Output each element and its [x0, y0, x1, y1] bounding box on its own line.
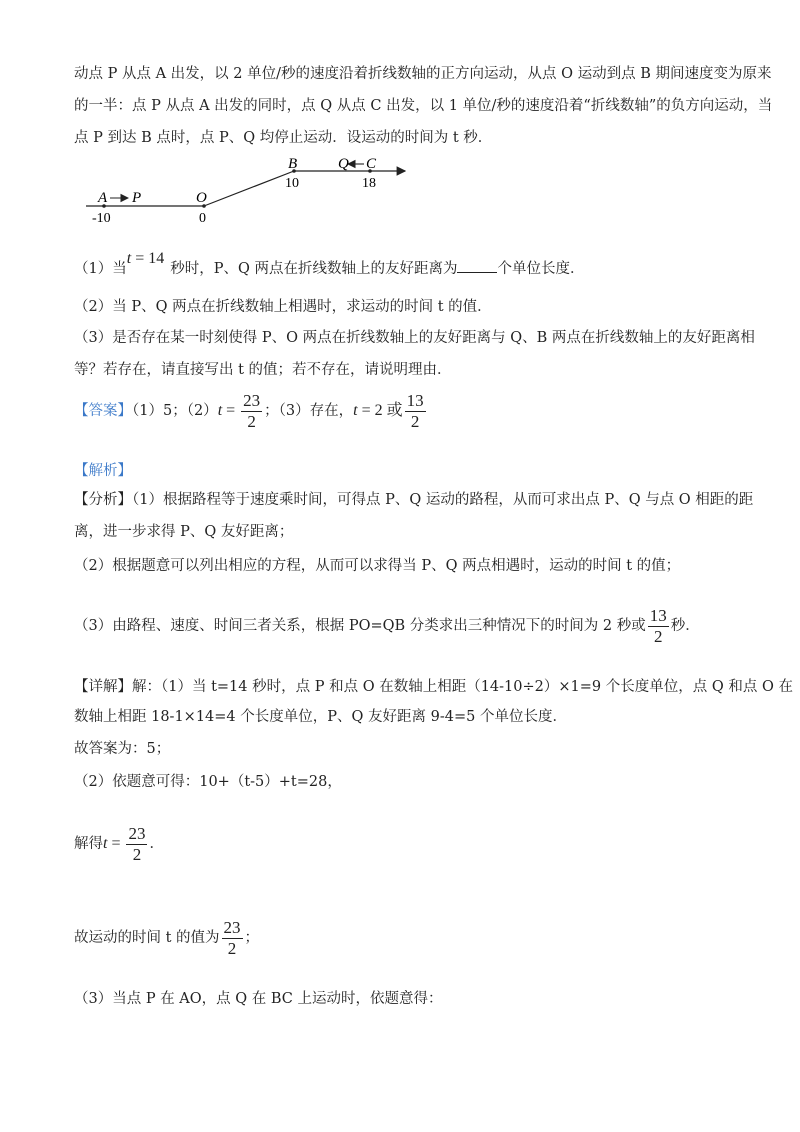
q1-answer-blank — [457, 258, 497, 273]
slanted-axis-segment — [204, 171, 294, 206]
detail-jiede: 解得 — [74, 836, 103, 852]
detail-fraction-23-2: $\frac{23}{2}$ — [128, 823, 146, 864]
detail-result-text: 故运动的时间 t 的值为 — [74, 930, 220, 946]
analysis-part-3 — [74, 604, 700, 648]
fenxi-line-2: 离，进一步求得 P、Q 友好距离； — [74, 524, 294, 540]
q1-condition — [127, 250, 164, 267]
detail-result-fraction: $\frac{23}{2}$ — [223, 917, 241, 958]
label-P: P — [132, 190, 142, 206]
analysis-tag: 【解析】 — [74, 463, 132, 479]
label-O: O — [196, 190, 207, 206]
answer-t-var: t = — [217, 402, 240, 419]
intro-line-2: 的一半：点 P 从点 A 出发的同时，点 Q 从点 C 出发，以 1 单位/秒的速度沿着“折线数轴”的负方向运动，当 — [74, 98, 773, 114]
q1-t-var: t — [126, 250, 132, 267]
analysis-part-2: （2）根据题意可以列出相应的方程，从而可以求得当 P、Q 两点相遇时，运动的时间 t 的值； — [74, 558, 681, 574]
answer-part2: ；（3）存在， — [264, 403, 354, 419]
label-Q: Q — [338, 156, 349, 172]
question-3-line-1: （3）是否存在某一时刻使得 P、O 两点在折线数轴上的友好距离与 Q、B 两点在折线数轴上的友好距离相 — [74, 330, 755, 346]
intro-line-1: 动点 P 从点 A 出发，以 2 单位/秒的速度沿着折线数轴的正方向运动，从点 O 运动到点 B 期间速度变为原来 — [74, 66, 772, 82]
detail-line-1 — [74, 677, 793, 697]
tick-A: -10 — [92, 211, 111, 225]
detail-line-2: 数轴上相距 18-1×14=4 个长度单位，P、Q 友好距离 9-4=5 个单位长度． — [74, 709, 567, 725]
detail-t-var: t = — [103, 835, 125, 852]
detail-result-line — [74, 916, 259, 960]
label-A: A — [98, 190, 108, 206]
question-2: （2）当 P、Q 两点在折线数轴上相遇时，求运动的时间 t 的值． — [74, 299, 492, 315]
answer-part1: （1）5；（2） — [132, 403, 218, 419]
answer-fraction-13-2: $\frac{13}{2}$ — [406, 390, 424, 431]
intro-line-3: 点 P 到达 B 点时，点 P、Q 均停止运动．设运动的时间为 t 秒． — [74, 130, 493, 146]
label-B: B — [288, 156, 298, 172]
q1-pre: （1）当 — [74, 261, 127, 277]
detail-text-1: 解：（1）当 t=14 秒时，点 P 和点 O 在数轴上相距（14-10÷2）×1=9 个长度单位，点 Q 和点 O 在 — [132, 679, 793, 695]
detail-result-end: ； — [244, 930, 260, 946]
q1-post2: 个单位长度． — [497, 261, 585, 277]
detail-solve-end: ． — [149, 836, 164, 852]
detail-tag: 【详解】 — [74, 679, 132, 695]
detail-line-5: （3）当点 P 在 AO，点 Q 在 BC 上运动时，依题意得： — [74, 991, 443, 1007]
analysis-part-3-end: 秒． — [670, 618, 700, 634]
detail-line-4: （2）依题意可得：10+（t-5）+t=28， — [74, 774, 342, 790]
tick-O: 0 — [199, 211, 206, 225]
detail-solve-line — [74, 822, 164, 866]
answer-fraction-23-2: $\frac{23}{2}$ — [243, 390, 261, 431]
q1-post1: 秒时，P、Q 两点在折线数轴上的友好距离为 — [170, 261, 458, 277]
analysis-part-3-text: （3）由路程、速度、时间三者关系，根据 PO=QB 分类求出三种情况下的时间为 2 秒或 — [74, 618, 646, 634]
question-3-line-2: 等？若存在，请直接写出 t 的值；若不存在，请说明理由． — [74, 362, 452, 378]
q1-t-value: = 14 — [131, 250, 165, 267]
label-C: C — [366, 156, 377, 172]
question-1 — [74, 250, 585, 279]
answer-tag: 【答案】 — [74, 403, 132, 419]
detail-line-3: 故答案为：5； — [74, 741, 171, 757]
answer-line — [74, 389, 428, 433]
fenxi-line-1 — [74, 490, 753, 510]
analysis-fraction-13-2: $\frac{13}{2}$ — [649, 605, 667, 646]
fenxi-text-1: （1）根据路程等于速度乘时间，可得点 P、Q 运动的路程，从而可求出点 P、Q 与点 O 相距的距 — [132, 492, 754, 508]
folded-number-line-figure — [80, 150, 420, 225]
tick-C: 18 — [362, 176, 376, 191]
fenxi-tag: 【分析】 — [74, 492, 132, 508]
answer-t2: t = 2 或 — [353, 402, 403, 419]
tick-B: 10 — [285, 176, 299, 191]
